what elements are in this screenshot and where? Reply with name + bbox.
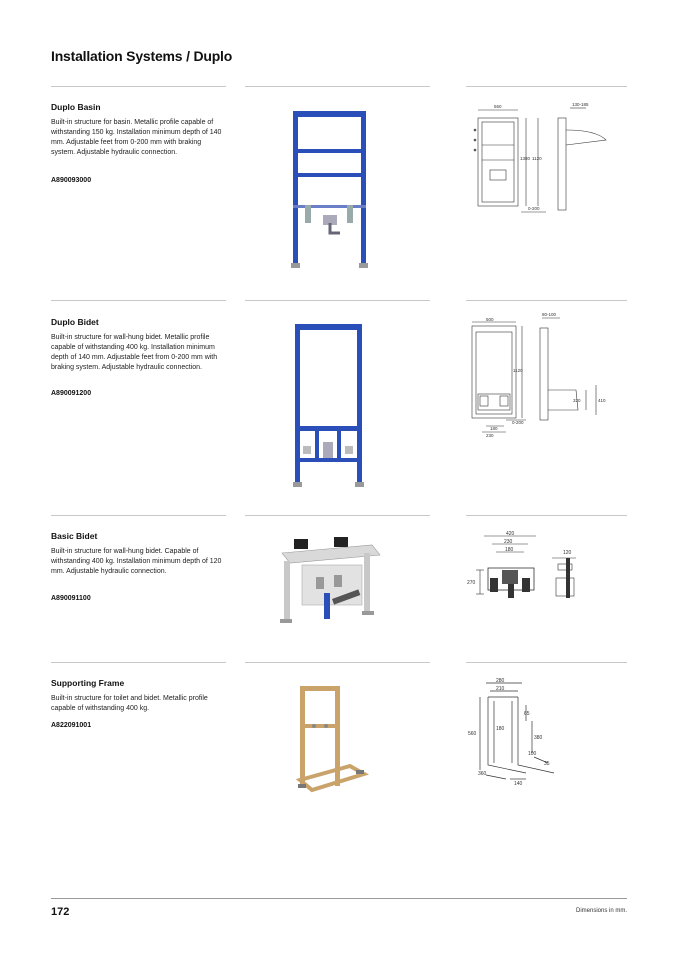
dimension-label: 230 [504,539,513,545]
product-description: Built-in structure for wall-hung bidet. Capable of withstanding 400 kg. Installation minimum depth of 120 mm. Adjustable hydraulic connection. [51,548,222,575]
dimension-label: 280 [496,678,505,684]
product-code: A890091200 [51,390,92,397]
product-description: Built-in structure for wall-hung bidet. Metallic profile capable of withstanding 400 kg. Installation minimum depth of 140 mm. Adjustable feet from 0-200 mm with braking system. Adjustable hydraulic connection. [51,334,218,371]
supporting-frame-photo [290,680,380,800]
section-divider [51,515,226,516]
section-divider [466,515,627,516]
dimension-label: 35 [544,761,550,767]
product-description: Built-in structure for toilet and bidet. Metallic profile capable of withstanding 400 kg. [51,695,208,712]
product-title: Basic Bidet [51,531,98,541]
product-code: A822091001 [51,722,92,729]
basic-bidet-drawing [466,528,627,608]
dimension-label: 270 [467,580,476,586]
section-divider [51,86,226,87]
dimension-label: 360 [478,771,487,777]
dimension-label: 140 [514,781,523,787]
dimension-label: 100 [528,751,537,757]
section-divider [245,300,430,301]
section-divider [245,515,430,516]
section-divider [466,300,627,301]
supporting-frame-drawing [466,675,627,790]
duplo-bidet-drawing [466,310,627,440]
duplo-basin-drawing [466,100,627,220]
dimension-label: 180 [490,426,498,431]
section-divider [245,86,430,87]
product-title: Duplo Basin [51,102,101,112]
footer-divider [51,898,627,899]
section-divider [51,300,226,301]
section-divider [51,662,226,663]
dimension-label: 230 [486,433,494,438]
product-description: Built-in structure for basin. Metallic profile capable of withstanding 150 kg. Installation minimum depth of 140 mm. Adjustable feet from 0-200 mm with braking system. Adjustable hydraulic connection. [51,119,222,156]
dimension-label: 420 [506,531,515,537]
dimension-label: 1120 [532,156,542,161]
dimension-label: 560 [494,104,502,109]
product-title: Duplo Bidet [51,317,99,327]
page-number: 172 [51,906,70,918]
dimension-label: 180 [505,547,514,553]
dimension-label: 80-100 [542,312,557,317]
dimension-label: 410 [598,398,606,403]
basic-bidet-photo [272,535,402,630]
dimension-label: 560 [468,731,477,737]
dimension-label: 0-200 [528,206,540,211]
product-code: A890091100 [51,595,91,602]
duplo-basin-photo [285,105,395,275]
dimension-label: 1380 [520,156,531,161]
section-divider [466,662,627,663]
page-title: Installation Systems / Duplo [51,48,233,64]
dimension-label: 120 [563,550,572,556]
dimension-label: 320 [573,398,581,403]
dimension-label: 500 [486,317,494,322]
dimensions-note: Dimensions in mm. [575,908,627,914]
dimension-label: 0-200 [512,420,524,425]
product-title: Supporting Frame [51,678,125,688]
dimension-label: 210 [496,686,505,692]
section-divider [245,662,430,663]
dimension-label: 180 [496,726,505,732]
dimension-label: 65 [524,711,530,717]
dimension-label: 1120 [513,368,523,373]
dimension-label: 380 [534,735,543,741]
section-divider [466,86,627,87]
duplo-bidet-photo [285,318,395,493]
dimension-label: 130-185 [572,102,589,107]
product-code: A890093000 [51,177,92,184]
